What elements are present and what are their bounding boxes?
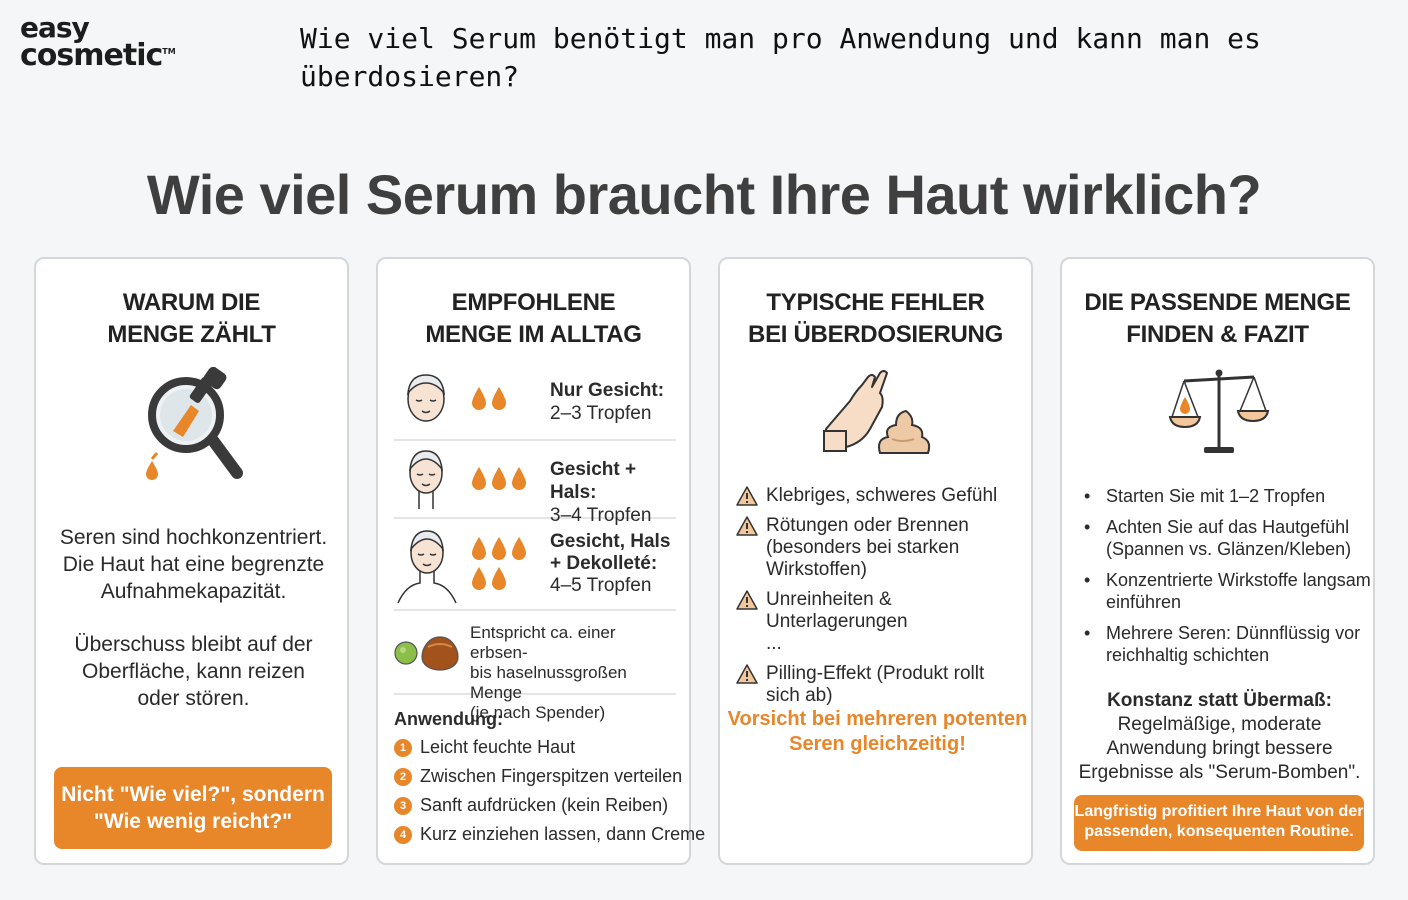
card-recommended-amount [376, 257, 706, 865]
step-item: 3 Sanft aufdrücken (kein Reiben) [394, 791, 705, 820]
step-item: 4 Kurz einziehen lassen, dann Creme [394, 820, 705, 849]
application-title: Anwendung: [394, 709, 503, 729]
dose-row-face-neck [394, 441, 676, 526]
pea-hazelnut-icon [394, 635, 460, 671]
step-number: 4 [394, 826, 412, 844]
dose-row-face-neck-decollete [394, 519, 676, 611]
dose-row-face [394, 363, 676, 441]
face-neck-icon [402, 447, 450, 513]
warning-item: Pilling-Effekt (Produkt rollt sich ab) [736, 663, 1026, 707]
drops-icon [470, 385, 510, 413]
warning-item: Klebriges, schweres Gefühl [736, 485, 1026, 507]
tip-item: • Achten Sie auf das Hautgefühl (Spannen vs. Glänzen/Kleben) [1084, 517, 1352, 559]
logo-line-1: easy [20, 11, 89, 44]
tip-item: • Konzentrierte Wirkstoffe langsam einführen [1084, 570, 1371, 612]
face-decollete-icon [396, 527, 458, 607]
card-title: TYPISCHE FEHLER BEI ÜBERDOSIERUNG [748, 289, 1003, 348]
conclusion-text: Konstanz statt Übermaß: Regelmäßige, moderate Anwendung bringt bessere Ergebnisse als "Serum-Bomben". [1078, 690, 1361, 783]
tips-list [1084, 485, 1374, 675]
card-overdose-mistakes [718, 257, 1033, 865]
warning-icon [736, 590, 758, 610]
hand-stop-cream-icon [822, 367, 934, 459]
card-title: DIE PASSENDE MENGE FINDEN & FAZIT [1084, 289, 1351, 348]
key-question-banner: Nicht "Wie viel?", sondern "Wie wenig reicht?" [54, 767, 332, 849]
logo-line-2: cosmetic™ [20, 38, 176, 73]
dose-amount: 4–5 Tropfen [550, 575, 652, 596]
warning-item: Rötungen oder Brennen (besonders bei starken Wirkstoffen) [736, 515, 1026, 581]
question-title: Wie viel Serum benötigt man pro Anwendung und kann man es überdosieren? [300, 22, 1261, 93]
dose-label: + Dekolleté: [550, 553, 658, 574]
application-steps [394, 733, 705, 849]
card-title: EMPFOHLENE MENGE IM ALLTAG [425, 289, 642, 348]
step-item: 2 Zwischen Fingerspitzen verteilen [394, 762, 705, 791]
balance-scale-icon [1168, 367, 1270, 457]
warning-icon [736, 664, 758, 684]
card-title: WARUM DIE MENGE ZÄHLT [107, 289, 276, 348]
magnifier-dropper-icon [141, 367, 251, 487]
warning-icon [736, 516, 758, 536]
step-number: 1 [394, 739, 412, 757]
card1-paragraph-1: Seren sind hochkonzentriert. Die Haut hat eine begrenzte Aufnahmekapazität. [59, 526, 328, 603]
card1-paragraph-2: Überschuss bleibt auf der Oberfläche, kann reizen oder stören. [74, 633, 313, 710]
compare-text: Entspricht ca. einer erbsen- bis haselnussgroßen Menge (je nach Spender) [470, 623, 627, 722]
card-why-amount [34, 257, 349, 865]
brand-logo [20, 11, 176, 73]
dose-amount: 3–4 Tropfen [550, 505, 652, 526]
caution-note: Vorsicht bei mehreren potenten Seren gleichzeitig! [727, 708, 1028, 755]
tip-item: • Starten Sie mit 1–2 Tropfen [1084, 486, 1326, 506]
face-icon [402, 369, 450, 431]
dose-label: Gesicht, Hals [550, 531, 671, 552]
drops-icon [470, 465, 530, 493]
warning-icon [736, 486, 758, 506]
card-find-amount-conclusion [1060, 257, 1375, 865]
drops-icon [470, 535, 530, 593]
dose-label: Gesicht + Hals: [550, 459, 637, 503]
dose-label: Nur Gesicht: [550, 380, 665, 401]
step-item: 1 Leicht feuchte Haut [394, 733, 705, 762]
tip-item: • Mehrere Seren: Dünnflüssig vor reichhaltig schichten [1084, 623, 1361, 665]
step-number: 3 [394, 797, 412, 815]
warning-item: Unreinheiten & Unterlagerungen ... [736, 589, 1026, 655]
routine-banner: Langfristig profitiert Ihre Haut von der passenden, konsequenten Routine. [1074, 795, 1364, 851]
warning-list [736, 485, 1026, 715]
step-number: 2 [394, 768, 412, 786]
dose-amount: 2–3 Tropfen [550, 403, 652, 424]
page-headline: Wie viel Serum braucht Ihre Haut wirklich? [146, 163, 1262, 226]
